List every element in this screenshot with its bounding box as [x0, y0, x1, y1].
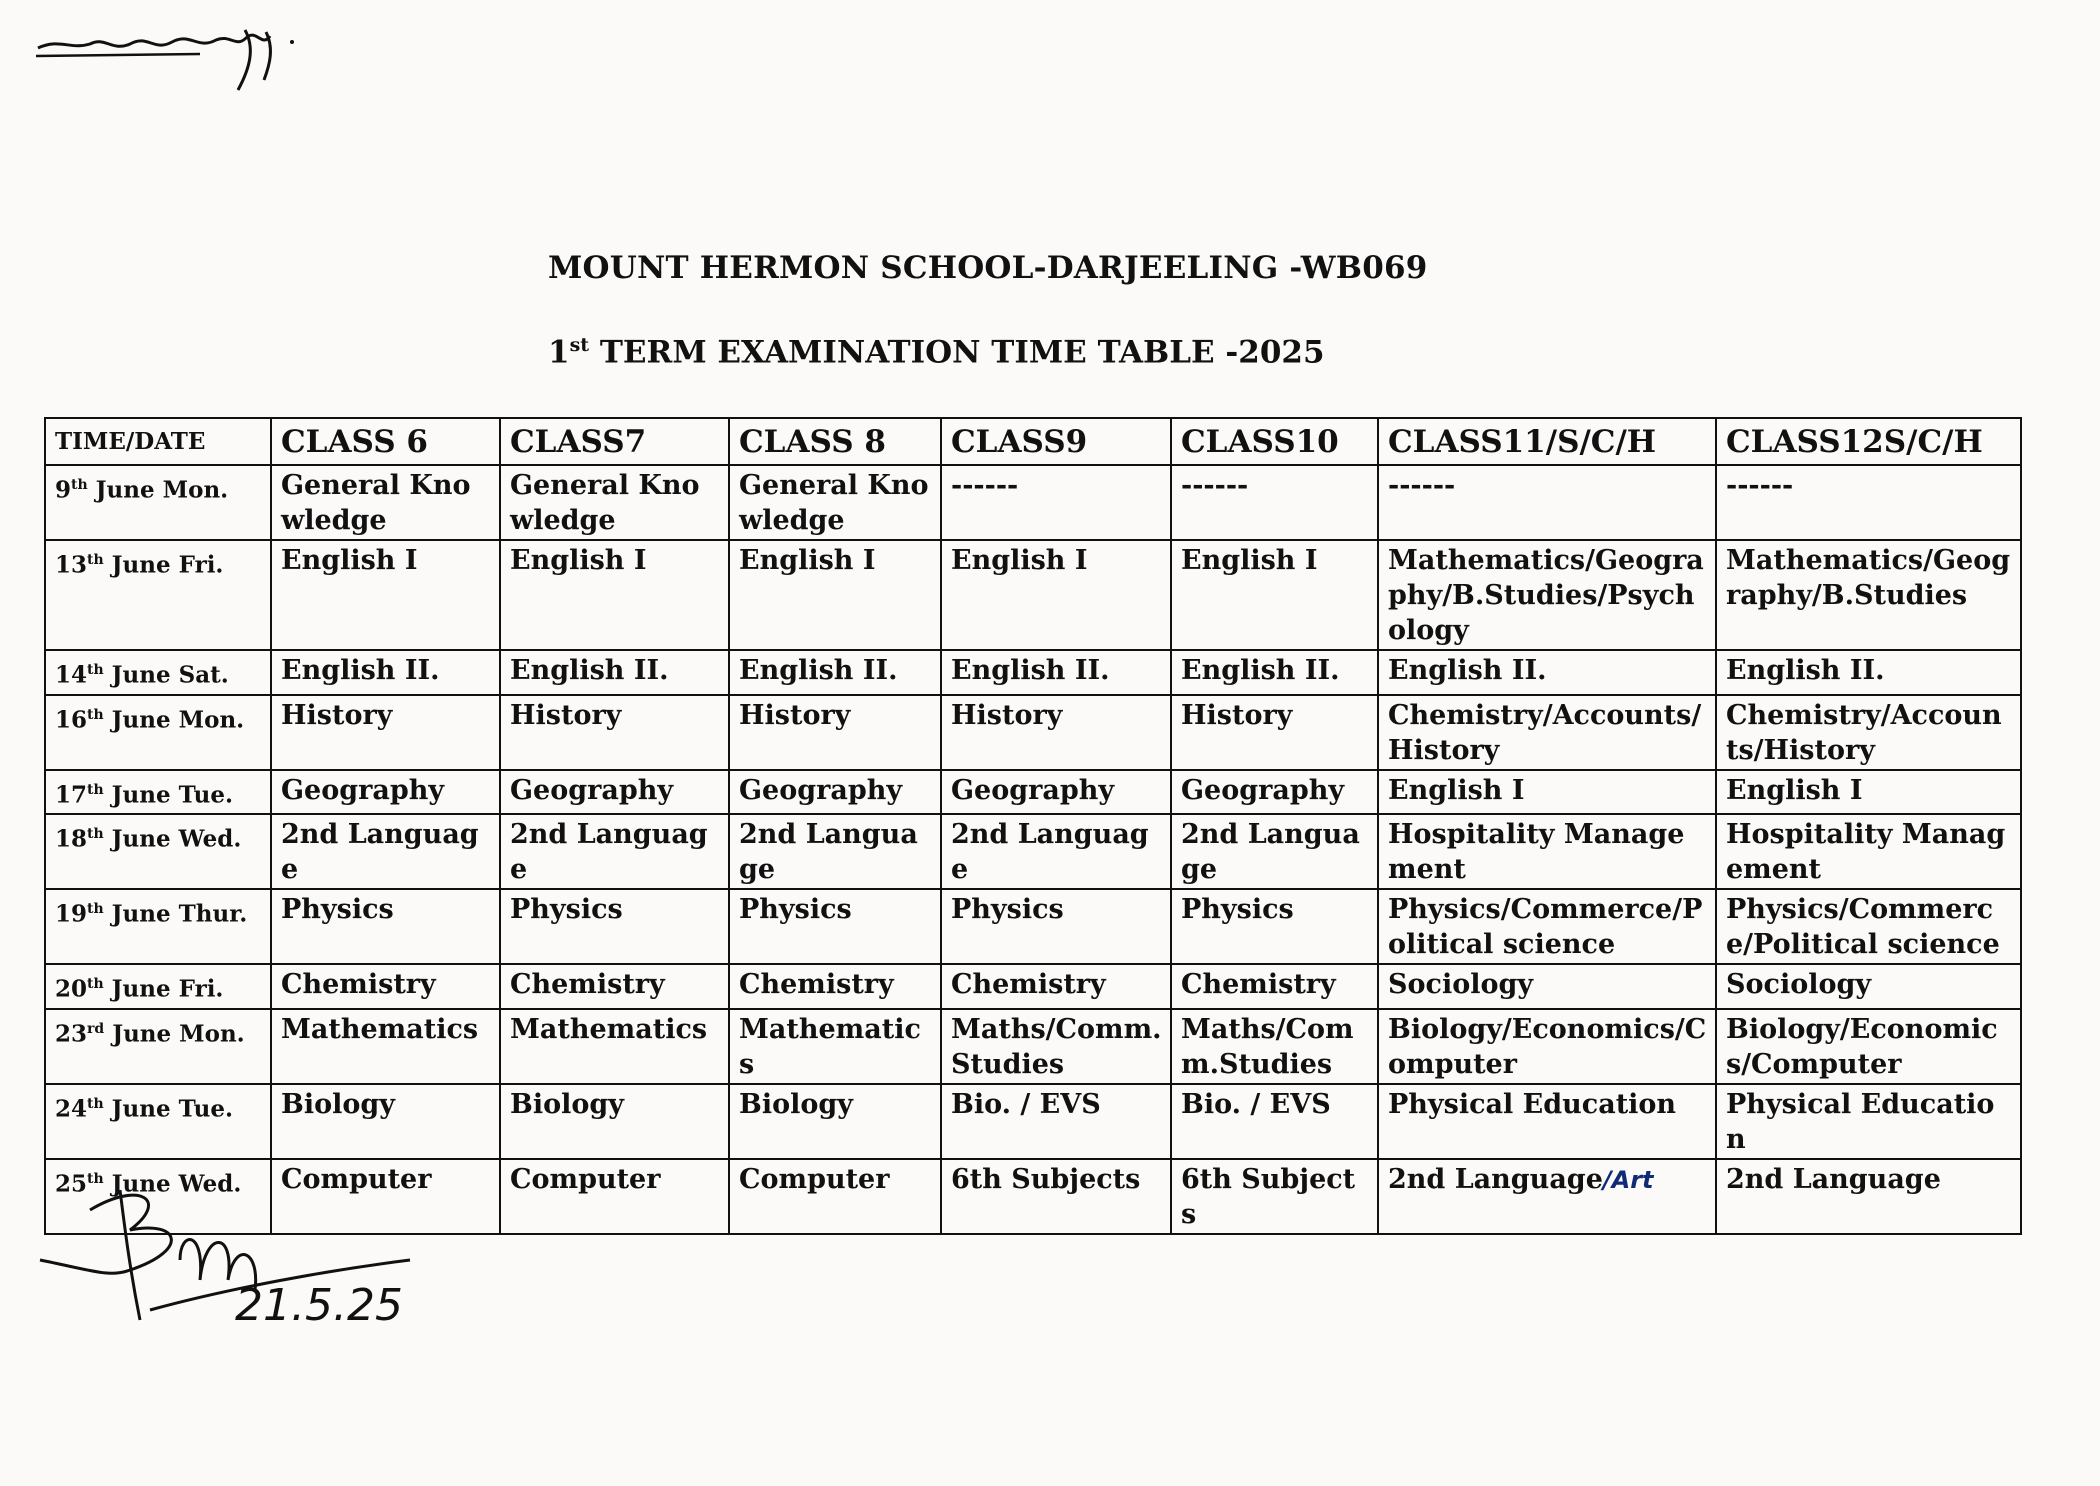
subject-cell [271, 650, 500, 695]
subject-cell [1378, 964, 1716, 1009]
date-suffix: th [87, 901, 104, 918]
subject-text: Biology [281, 1088, 395, 1120]
subject-cell [729, 964, 941, 1009]
subject-text: 2nd Language [1388, 1163, 1603, 1195]
subject-text: Geography [951, 774, 1115, 806]
subject-cell [271, 1084, 500, 1159]
subject-cell [1378, 1009, 1716, 1084]
subject-cell [1378, 540, 1716, 650]
subject-text: Physics [281, 894, 394, 926]
subject-cell [1171, 1159, 1378, 1234]
subject-cell [500, 695, 729, 770]
subject-text: Biology [510, 1088, 624, 1120]
subject-cell [1716, 695, 2021, 770]
date-suffix: th [87, 1095, 104, 1112]
subject-cell [271, 695, 500, 770]
date-rest: June Sat. [103, 661, 229, 689]
subject-text: ------ [1726, 470, 1794, 501]
subject-cell [941, 814, 1171, 889]
subject-cell [1378, 889, 1716, 964]
subject-cell [1171, 964, 1378, 1009]
date-rest: June Tue. [103, 781, 234, 809]
signature [30, 1170, 420, 1350]
subject-text: Hospitality Management [1388, 819, 1685, 886]
subject-text: English II. [951, 655, 1110, 686]
subject-text: History [510, 699, 622, 731]
subject-cell [1378, 1084, 1716, 1159]
subject-text: 2nd Language [739, 819, 918, 886]
date-suffix: th [87, 781, 104, 798]
subject-text: Chemistry [510, 969, 665, 1001]
subject-text: Bio. / EVS [951, 1088, 1101, 1120]
subject-cell [1378, 695, 1716, 770]
subject-text: Biology/Economics/Computer [1388, 1013, 1707, 1080]
handwritten-note [30, 8, 300, 98]
subject-text: Physical Education [1726, 1088, 1995, 1155]
subject-cell [500, 1084, 729, 1159]
date-day: 13 [55, 551, 88, 579]
subject-cell [941, 650, 1171, 695]
subject-cell [1171, 1084, 1378, 1159]
date-day: 19 [55, 900, 88, 928]
date-suffix: th [87, 552, 104, 568]
subject-cell [1716, 650, 2021, 695]
table-row [45, 889, 2021, 964]
subject-cell [500, 964, 729, 1009]
subject-text: 2nd Language [1726, 1163, 1941, 1195]
subject-cell [271, 540, 500, 650]
subject-text: English I [951, 545, 1088, 576]
timetable-body [45, 465, 2021, 1234]
subject-cell [1716, 770, 2021, 815]
subject-text: Computer [739, 1163, 890, 1195]
subject-cell [729, 465, 941, 540]
subject-cell [729, 1084, 941, 1159]
date-rest: June Wed. [103, 825, 242, 853]
subject-text: Physics [510, 894, 623, 926]
column-header-class: CLASS7 [500, 418, 729, 465]
column-header-class: CLASS12S/C/H [1716, 418, 2021, 465]
subject-text: Physics [1181, 894, 1294, 926]
date-suffix: th [87, 1170, 104, 1187]
subject-cell [1171, 650, 1378, 695]
date-rest: June Fri. [103, 975, 224, 1003]
subject-cell [500, 770, 729, 815]
exam-date [45, 695, 271, 770]
subject-text: General Knowledge [510, 470, 700, 536]
subject-cell [1716, 465, 2021, 540]
subject-text: Physical Education [1388, 1088, 1677, 1120]
column-header-time-date: TIME/DATE [45, 418, 271, 465]
table-row [45, 650, 2021, 695]
subject-cell [500, 650, 729, 695]
column-header-class: CLASS10 [1171, 418, 1378, 465]
subject-cell [271, 964, 500, 1009]
subject-text: 6th Subjects [1181, 1163, 1356, 1230]
subject-cell [271, 889, 500, 964]
date-day: 14 [55, 661, 88, 689]
subject-cell [1716, 1159, 2021, 1234]
subject-cell [941, 889, 1171, 964]
subject-cell [729, 770, 941, 815]
subject-cell [1716, 889, 2021, 964]
column-header-class: CLASS9 [941, 418, 1171, 465]
subject-text: 2nd Language [1181, 819, 1360, 886]
subject-cell [500, 814, 729, 889]
subject-cell [941, 540, 1171, 650]
exam-timetable [44, 417, 2022, 1235]
subject-text: English I [510, 545, 647, 576]
subject-text: Geography [281, 774, 445, 806]
subject-text: Maths/Comm.Studies [1181, 1013, 1354, 1080]
subject-cell [729, 814, 941, 889]
subject-cell [500, 889, 729, 964]
subject-text: Sociology [1388, 969, 1534, 1001]
subject-cell [729, 650, 941, 695]
art-option: /Art [1602, 1165, 1654, 1194]
subject-cell [1378, 465, 1716, 540]
table-row [45, 695, 2021, 770]
subject-cell [1171, 465, 1378, 540]
table-row [45, 770, 2021, 815]
subject-cell [941, 964, 1171, 1009]
date-rest: June Mon. [104, 1020, 245, 1048]
subject-text: Mathematics [739, 1013, 921, 1080]
subject-cell [1378, 770, 1716, 815]
subject-text: Physics [951, 894, 1064, 926]
date-day: 18 [55, 825, 88, 853]
date-rest: June Wed. [103, 1170, 242, 1198]
subject-text: English I [281, 545, 418, 576]
subject-cell [1171, 695, 1378, 770]
subject-text: Chemistry [281, 969, 436, 1001]
exam-date [45, 964, 271, 1009]
subject-text: English II. [281, 655, 440, 686]
subject-text: Mathematics [281, 1013, 479, 1045]
subject-text: ------ [1388, 470, 1456, 501]
subject-text: Geography [1181, 774, 1345, 806]
exam-date [45, 650, 271, 695]
subject-cell [1716, 1084, 2021, 1159]
subject-cell [941, 1159, 1171, 1234]
subject-cell [729, 889, 941, 964]
term-title-rest: TERM EXAMINATION TIME TABLE -2025 [589, 334, 1325, 371]
subject-text: Biology [739, 1088, 853, 1120]
subject-cell [729, 695, 941, 770]
date-day: 17 [55, 781, 88, 809]
subject-text: History [1181, 699, 1293, 731]
subject-text: History [281, 699, 393, 731]
subject-text: English I [739, 545, 876, 576]
exam-date [45, 465, 271, 540]
date-day: 24 [55, 1095, 88, 1123]
subject-text: 6th Subjects [951, 1163, 1141, 1195]
date-suffix: rd [87, 1020, 105, 1037]
date-suffix: th [87, 826, 104, 843]
date-suffix: th [87, 976, 104, 993]
subject-cell [1716, 964, 2021, 1009]
subject-text: Geography [510, 774, 674, 806]
subject-text: Geography [739, 774, 903, 806]
column-header-class: CLASS 6 [271, 418, 500, 465]
subject-cell [941, 465, 1171, 540]
date-rest: June Thur. [103, 900, 248, 928]
date-suffix: th [87, 706, 104, 723]
date-suffix: th [87, 662, 104, 678]
subject-text: Mathematics/Geography/B.Studies/Psychology [1388, 545, 1704, 646]
subject-text: Physics/Commerce/Political science [1388, 894, 1703, 961]
subject-text: Biology/Economics/Computer [1726, 1013, 1998, 1080]
subject-cell [1171, 889, 1378, 964]
subject-cell [729, 1009, 941, 1084]
subject-text: 2nd Language [510, 819, 708, 886]
subject-text: Mathematics [510, 1013, 708, 1045]
subject-cell [1171, 770, 1378, 815]
term-suffix: st [569, 334, 590, 356]
exam-title [548, 334, 1325, 370]
subject-text: Chemistry [951, 969, 1106, 1001]
subject-cell [1716, 540, 2021, 650]
subject-text: History [951, 699, 1063, 731]
subject-text: Sociology [1726, 969, 1872, 1001]
subject-text: Chemistry/Accounts/History [1726, 699, 2002, 766]
subject-text: Chemistry [1181, 969, 1336, 1001]
subject-cell [1171, 1009, 1378, 1084]
subject-text: Computer [510, 1163, 661, 1195]
subject-cell [1171, 540, 1378, 650]
date-day: 20 [55, 975, 88, 1003]
exam-date [45, 889, 271, 964]
subject-text: English II. [1181, 655, 1340, 686]
subject-cell [271, 465, 500, 540]
subject-text: English I [1181, 545, 1318, 576]
subject-text: English II. [739, 655, 898, 686]
term-number: 1 [548, 334, 570, 371]
subject-text: English II. [510, 655, 669, 686]
table-row [45, 1084, 2021, 1159]
subject-cell [1378, 814, 1716, 889]
subject-cell [271, 770, 500, 815]
subject-cell [941, 1084, 1171, 1159]
school-title: MOUNT HERMON SCHOOL-DARJEELING -WB069 [548, 250, 1428, 286]
subject-cell [1716, 814, 2021, 889]
subject-text: Chemistry [739, 969, 894, 1001]
signature-date: 21.5.25 [235, 1280, 403, 1331]
subject-text: English I [1388, 774, 1525, 806]
subject-text: Physics/Commerce/Political science [1726, 894, 2000, 961]
date-suffix: th [71, 477, 88, 493]
subject-text: History [739, 699, 851, 731]
date-rest: June Mon. [87, 476, 229, 504]
exam-date [45, 814, 271, 889]
subject-text: Bio. / EVS [1181, 1088, 1331, 1120]
table-row [45, 814, 2021, 889]
exam-date [45, 1084, 271, 1159]
subject-cell [500, 1009, 729, 1084]
date-day: 23 [55, 1020, 88, 1048]
subject-cell [500, 1159, 729, 1234]
exam-date [45, 540, 271, 650]
subject-text: Maths/Comm. Studies [951, 1013, 1162, 1080]
table-row [45, 465, 2021, 540]
subject-cell [1716, 1009, 2021, 1084]
subject-text: English II. [1388, 655, 1547, 686]
date-rest: June Fri. [103, 551, 224, 579]
date-day: 16 [55, 706, 88, 734]
table-row [45, 540, 2021, 650]
subject-cell [729, 540, 941, 650]
date-day: 25 [55, 1170, 88, 1198]
subject-text: General Knowledge [281, 470, 471, 536]
subject-cell [500, 540, 729, 650]
subject-text: Chemistry/Accounts/History [1388, 699, 1702, 766]
subject-text: 2nd Language [951, 819, 1149, 886]
date-rest: June Mon. [103, 706, 245, 734]
table-row [45, 1009, 2021, 1084]
subject-cell [729, 1159, 941, 1234]
date-rest: June Tue. [103, 1095, 234, 1123]
subject-text: Physics [739, 894, 852, 926]
table-row [45, 964, 2021, 1009]
subject-cell [941, 770, 1171, 815]
date-day: 9 [55, 476, 72, 504]
subject-cell [271, 814, 500, 889]
column-header-class: CLASS 8 [729, 418, 941, 465]
column-header-class: CLASS11/S/C/H [1378, 418, 1716, 465]
subject-text: General Knowledge [739, 470, 929, 536]
header-row [45, 418, 2021, 465]
subject-cell [271, 1009, 500, 1084]
subject-cell [1171, 814, 1378, 889]
subject-text: Mathematics/Geography/B.Studies [1726, 545, 2011, 611]
subject-cell [500, 465, 729, 540]
subject-cell [1378, 1159, 1716, 1234]
subject-cell [1378, 650, 1716, 695]
subject-text: ------ [951, 470, 1019, 501]
subject-text: 2nd Language [281, 819, 479, 886]
subject-text: English II. [1726, 655, 1885, 686]
exam-date [45, 1009, 271, 1084]
subject-text: Computer [281, 1163, 432, 1195]
subject-text: ------ [1181, 470, 1249, 501]
exam-date [45, 770, 271, 815]
subject-cell [941, 1009, 1171, 1084]
subject-text: English I [1726, 774, 1863, 806]
subject-text: Hospitality Management [1726, 819, 2006, 886]
subject-cell [941, 695, 1171, 770]
